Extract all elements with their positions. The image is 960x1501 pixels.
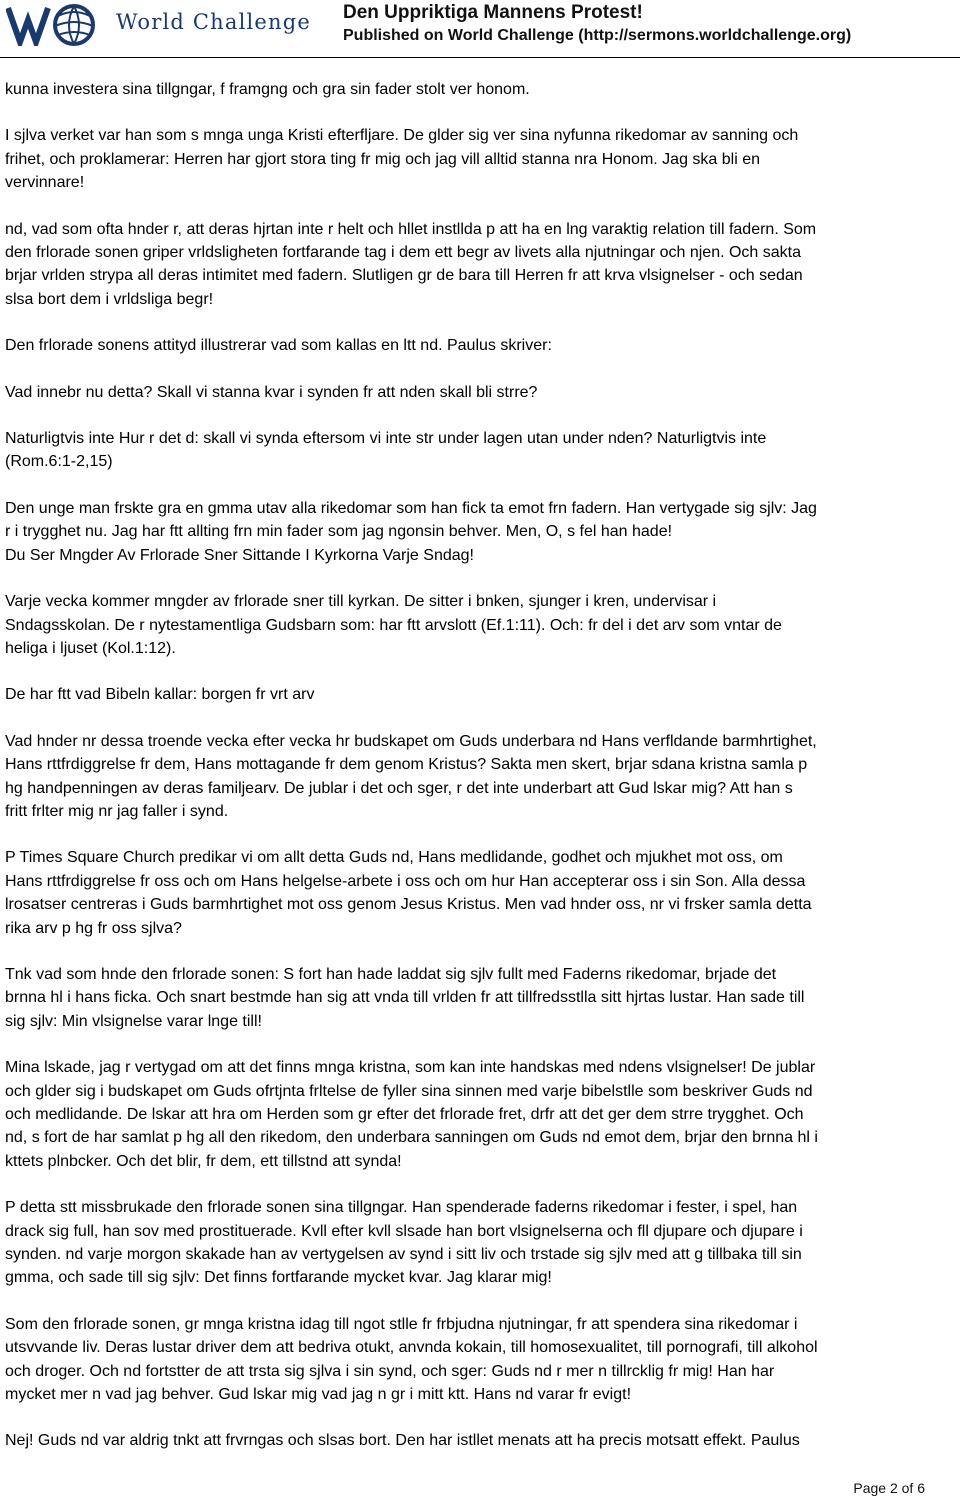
text-line: Naturligtvis inte Hur r det d: skall vi synda eftersom vi inte str under lagen utan under nden? Naturligtvis inte — [5, 430, 767, 448]
body-paragraph — [5, 590, 955, 660]
text-line: I sjlva verket var han som s mnga unga Kristi efterfljare. De glder sig ver sina nyfunna rikedomar av sanning och — [5, 127, 799, 145]
body-paragraph — [5, 427, 955, 474]
text-line: Tnk vad som hnde den frlorade sonen: S fort han hade laddat sig sjlv fullt med Faderns rikedomar, brjade det — [5, 965, 777, 983]
text-line: fritt frlter mig nr jag faller i synd. — [5, 802, 229, 820]
world-challenge-globe-logo-icon — [6, 2, 110, 46]
body-paragraph — [5, 1313, 955, 1407]
text-line: Du Ser Mngder Av Frlorade Sner Sittande I Kyrkorna Varje Sndag! — [5, 546, 474, 564]
text-line: Hans rttfrdiggrelse fr dem, Hans mottagande fr dem genom Kristus? Sakta men skert, brjar sdana kristna samla p — [5, 756, 808, 774]
body-paragraph — [5, 124, 955, 194]
text-line: slsa bort dem i vrldsliga begr! — [5, 290, 214, 308]
text-line: lrosatser centreras i Guds barmhrtighet mot oss genom Jesus Kristus. Men vad hnder oss, nr vi frsker samla detta — [5, 896, 812, 914]
text-line: P detta stt missbrukade den frlorade sonen sina tillgngar. Han spenderade faderns rikedomar i fester, i spel, han — [5, 1199, 798, 1217]
body-paragraph — [5, 78, 955, 101]
published-source: Published on World Challenge (http://sermons.worldchallenge.org) — [343, 27, 852, 44]
text-line: gmma, och sade till sig sjlv: Det finns fortfarande mycket kvar. Jag klarar mig! — [5, 1269, 552, 1287]
body-paragraph — [5, 334, 955, 357]
text-line: kunna investera sina tillgngar, f framgng och gra sin fader stolt ver honom. — [5, 81, 530, 98]
page-header — [0, 0, 960, 50]
text-line: Nej! Guds nd var aldrig tnkt att frvrngas och slsas bort. Den har istllet menats att ha precis motsatt effekt. Paulus — [5, 1432, 800, 1450]
text-line: Mina lskade, jag r vertygad om att det finns mnga kristna, som kan inte handskas med ndens vlsignelser! De jublar — [5, 1059, 816, 1077]
body-paragraph — [5, 846, 955, 940]
text-line: Som den frlorade sonen, gr mnga kristna idag till ngot stlle fr frbjudna njutningar, fr att spendera sina rikedomar i — [5, 1315, 798, 1333]
text-line: (Rom.6:1-2,15) — [5, 453, 113, 471]
text-line: och droger. Och nd fortstter de att trsta sig sjlva i sin synd, och sger: Guds nd r mer n tillrcklig fr mig! Han har — [5, 1362, 775, 1380]
body-paragraph — [5, 1196, 955, 1290]
text-line: Vad hnder nr dessa troende vecka efter vecka hr budskapet om Guds underbara nd Hans verfldande barmhrtighet, — [5, 732, 817, 750]
body-paragraph — [5, 730, 955, 824]
text-line: Den unge man frskte gra en gmma utav alla rikedomar som han fick ta emot frn fadern. Han vertygade sig sjlv: Jag — [5, 499, 817, 517]
text-line: sig sjlv: Min vlsignelse varar lnge till! — [5, 1012, 262, 1030]
document-body — [5, 78, 955, 1476]
text-line: De har ftt vad Bibeln kallar: borgen fr vrt arv — [5, 686, 315, 704]
text-line: Vad innebr nu detta? Skall vi stanna kvar i synden fr att nden skall bli strre? — [5, 383, 538, 401]
body-paragraph — [5, 497, 955, 567]
text-line: och medlidande. De lskar att hra om Herden som gr efter det frlorade fret, drfr att det ger dem strre trygghet. Och — [5, 1106, 804, 1123]
text-line: frihet, och proklamerar: Herren har gjort stora ting fr mig och jag vill alltid stanna nra Honom. Jag ska bli en — [5, 150, 761, 168]
body-paragraph — [5, 381, 955, 404]
text-line: den frlorade sonen griper vrldsligheten fortfarande tag i dem ett begr av livets alla njutningar och njen. Och sakta — [5, 244, 802, 262]
text-line: nd, s fort de har samlat p hg all den rikedom, den underbara sanningen om Guds nd emot dem, brjar den brnna hl i — [5, 1129, 818, 1147]
document-title: Den Uppriktiga Mannens Protest! — [343, 2, 643, 23]
text-line: mycket mer n vad jag behver. Gud lskar mig vad jag n gr i mitt ktt. Hans nd varar fr evigt! — [5, 1386, 632, 1404]
text-line: synden. nd varje morgon skakade han av vertygelsen av synd i sitt liv och trstade sig sjlv med att g tillbaka till sin — [5, 1246, 802, 1264]
page-number: Page 2 of 6 — [853, 1480, 925, 1496]
text-line: Hans rttfrdiggrelse fr oss och om Hans helgelse-arbete i oss och om hur Han accepterar oss i sin Son. Alla dessa — [5, 872, 806, 890]
text-line: Den frlorade sonens attityd illustrerar vad som kallas en ltt nd. Paulus skriver: — [5, 337, 552, 355]
text-line: kttets plnbcker. Och det blir, fr dem, ett tillstnd att synda! — [5, 1152, 402, 1170]
text-line: r i trygghet nu. Jag har ftt allting frn min fader som jag ngonsin behver. Men, O, s fel han hade! — [5, 523, 673, 541]
text-line: drack sig full, han sov med prostituerade. Kvll efter kvll slsade han bort vlsignelserna och fll djupare och djupare i — [5, 1222, 803, 1240]
text-line: rika arv p hg fr oss sjlva? — [5, 919, 182, 937]
text-line: heliga i ljuset (Kol.1:12). — [5, 639, 176, 657]
text-line: brnna hl i hans ficka. Och snart bestmde han sig att vnda till vrlden fr att tillfredsstlla sitt hjrtas lustar. Han sade till — [5, 989, 805, 1007]
text-line: hg handpenningen av deras familjearv. De jublar i det och sger, r det inte underbart att Gud lskar mig? Att han s — [5, 779, 793, 797]
header-info — [343, 2, 851, 47]
text-line: Sndagsskolan. De r nytestamentliga Gudsbarn som: har ftt arvslott (Ef.1:11). Och: fr del i det arv som vntar de — [5, 616, 782, 634]
body-paragraph — [5, 218, 955, 312]
text-line: och glder sig i budskapet om Guds ofrtjnta frltelse de fyller sina sinnen med varje bibelstlle som beskriver Guds nd — [5, 1082, 813, 1100]
logo-text: World Challenge — [116, 10, 312, 34]
body-paragraph — [5, 963, 955, 1033]
text-line: P Times Square Church predikar vi om allt detta Guds nd, Hans medlidande, godhet och mjukhet mot oss, om — [5, 849, 783, 867]
header-divider — [0, 57, 960, 58]
body-paragraph — [5, 1429, 955, 1452]
text-line: nd, vad som ofta hnder r, att deras hjrtan inte r helt och hllet instllda p att ha en lng varaktig relation till fadern. Som — [5, 220, 817, 238]
text-line: brjar vrlden strypa all deras intimitet med fadern. Slutligen gr de bara till Herren fr att krva vlsignelser - och sedan — [5, 267, 803, 285]
body-paragraph — [5, 683, 955, 706]
body-paragraph — [5, 1056, 955, 1173]
text-line: Varje vecka kommer mngder av frlorade sner till kyrkan. De sitter i bnken, sjunger i kren, undervisar i — [5, 593, 717, 611]
text-line: utsvvande liv. Deras lustar driver dem att bedriva otukt, anvnda kokain, till homosexualitet, till pornografi, till alkohol — [5, 1339, 818, 1357]
world-challenge-logo — [6, 2, 326, 46]
text-line: vervinnare! — [5, 174, 85, 192]
